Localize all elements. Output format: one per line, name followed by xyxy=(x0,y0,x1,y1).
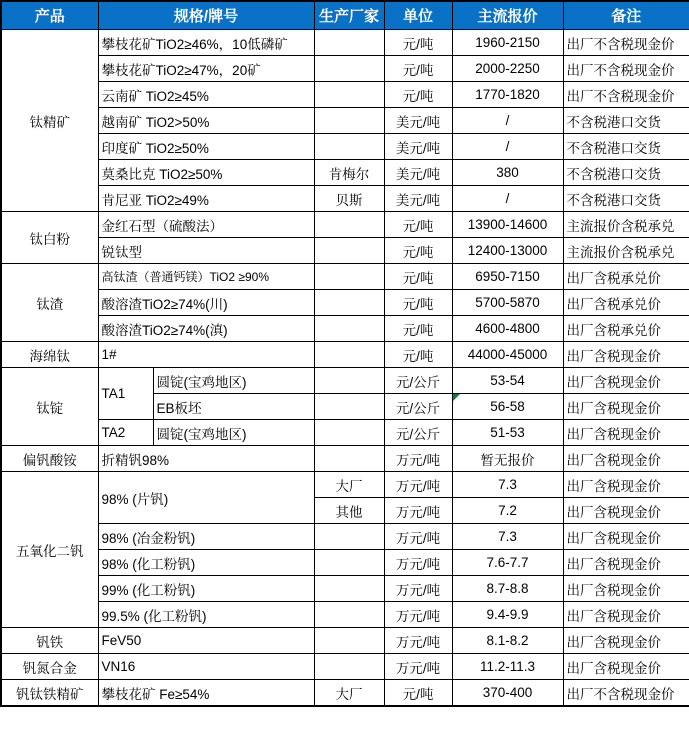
error-indicator-triangle-icon xyxy=(453,394,460,401)
table-row xyxy=(1,368,689,394)
table-cell: 元/吨 xyxy=(384,342,452,368)
table-cell: 出厂含税现金价 xyxy=(563,628,689,654)
table-cell: 出厂含税现金价 xyxy=(563,446,689,472)
table-cell: 贝斯 xyxy=(314,186,384,212)
table-cell: 出厂含税现金价 xyxy=(563,420,689,446)
table-cell: 偏钒酸铵 xyxy=(1,446,98,472)
table-row xyxy=(1,212,689,238)
table-cell xyxy=(314,394,384,420)
table-cell: 肯尼亚 TiO2≥49% xyxy=(98,186,314,212)
table-cell: 1770-1820 xyxy=(452,82,563,108)
table-row xyxy=(1,654,689,680)
table-head xyxy=(1,1,689,30)
table-cell xyxy=(314,212,384,238)
table-cell: 锐钛型 xyxy=(98,238,314,264)
table-cell: 13900-14600 xyxy=(452,212,563,238)
table-row xyxy=(1,550,689,576)
table-row xyxy=(1,264,689,290)
table-cell: 出厂含税现金价 xyxy=(563,368,689,394)
table-cell: 美元/吨 xyxy=(384,108,452,134)
table-cell: 出厂不含税现金价 xyxy=(563,30,689,56)
table-cell: 高钛渣（普通钙镁）TiO2 ≥90% xyxy=(98,264,314,290)
table-cell: 万元/吨 xyxy=(384,550,452,576)
table-row xyxy=(1,56,689,82)
table-cell: 圆锭(宝鸡地区) xyxy=(153,420,314,446)
table-row xyxy=(1,628,689,654)
table-cell: / xyxy=(452,108,563,134)
table-cell: 酸溶渣TiO2≥74%(滇) xyxy=(98,316,314,342)
table-cell xyxy=(314,56,384,82)
table-cell: 5700-5870 xyxy=(452,290,563,316)
table-cell: 7.3 xyxy=(452,524,563,550)
table-cell: 出厂含税现金价 xyxy=(563,394,689,420)
table-cell: 云南矿 TiO2≥45% xyxy=(98,82,314,108)
table-row xyxy=(1,134,689,160)
table-cell: 53-54 xyxy=(452,368,563,394)
table-cell: 不含税港口交货 xyxy=(563,186,689,212)
table-row xyxy=(1,108,689,134)
table-cell: 4600-4800 xyxy=(452,316,563,342)
table-cell xyxy=(314,238,384,264)
table-row xyxy=(1,576,689,602)
table-cell: 大厂 xyxy=(314,680,384,707)
table-cell: 12400-13000 xyxy=(452,238,563,264)
table-cell: 98% (片钒) xyxy=(98,472,314,524)
table-cell: 万元/吨 xyxy=(384,472,452,498)
table-cell: 越南矿 TiO2>50% xyxy=(98,108,314,134)
table-row xyxy=(1,160,689,186)
table-cell xyxy=(314,550,384,576)
table-cell: 万元/吨 xyxy=(384,498,452,524)
table-cell: 元/吨 xyxy=(384,56,452,82)
table-cell xyxy=(314,134,384,160)
table-cell: 出厂含税承兑价 xyxy=(563,264,689,290)
table-row xyxy=(1,30,689,56)
table-cell: 暂无报价 xyxy=(452,446,563,472)
table-cell: 8.7-8.8 xyxy=(452,576,563,602)
table-cell xyxy=(314,368,384,394)
table-cell: 攀枝花矿 Fe≥54% xyxy=(98,680,314,707)
table-cell: 钛渣 xyxy=(1,264,98,342)
table-cell: 出厂不含税现金价 xyxy=(563,82,689,108)
table-cell: 万元/吨 xyxy=(384,628,452,654)
table-row xyxy=(1,472,689,498)
table-cell: 不含税港口交货 xyxy=(563,108,689,134)
table-cell: 印度矿 TiO2≥50% xyxy=(98,134,314,160)
table-cell xyxy=(314,654,384,680)
table-cell: 元/吨 xyxy=(384,316,452,342)
column-header: 生产厂家 xyxy=(314,1,384,30)
header-row xyxy=(1,1,689,30)
table-row xyxy=(1,680,689,707)
table-cell xyxy=(314,30,384,56)
table-cell xyxy=(314,602,384,628)
table-cell: 其他 xyxy=(314,498,384,524)
table-cell: 五氧化二钒 xyxy=(1,472,98,628)
column-header: 备注 xyxy=(563,1,689,30)
table-cell xyxy=(314,446,384,472)
table-cell: 出厂含税现金价 xyxy=(563,498,689,524)
table-row xyxy=(1,524,689,550)
table-cell: 出厂含税现金价 xyxy=(563,576,689,602)
table-cell: 元/吨 xyxy=(384,290,452,316)
column-header: 主流报价 xyxy=(452,1,563,30)
table-cell: 折精钒98% xyxy=(98,446,314,472)
table-row xyxy=(1,446,689,472)
table-cell: 万元/吨 xyxy=(384,576,452,602)
table-cell: 出厂含税现金价 xyxy=(563,550,689,576)
table-body xyxy=(1,30,689,707)
table-row xyxy=(1,316,689,342)
table-cell: VN16 xyxy=(98,654,314,680)
table-cell: 万元/吨 xyxy=(384,446,452,472)
table-cell: 肯梅尔 xyxy=(314,160,384,186)
table-row xyxy=(1,238,689,264)
table-cell: 7.6-7.7 xyxy=(452,550,563,576)
table-row xyxy=(1,186,689,212)
table-cell: 攀枝花矿TiO2≥47%，20矿 xyxy=(98,56,314,82)
table-cell: 钛白粉 xyxy=(1,212,98,264)
table-cell: 元/吨 xyxy=(384,680,452,707)
table-cell: 1960-2150 xyxy=(452,30,563,56)
table-cell: 出厂含税承兑价 xyxy=(563,290,689,316)
table-row xyxy=(1,420,689,446)
table-cell: 钒铁 xyxy=(1,628,98,654)
column-header: 单位 xyxy=(384,1,452,30)
table-cell xyxy=(314,108,384,134)
table-cell: 380 xyxy=(452,160,563,186)
table-cell: 元/吨 xyxy=(384,30,452,56)
table-cell: 出厂含税现金价 xyxy=(563,472,689,498)
table-cell: 莫桑比克 TiO2≥50% xyxy=(98,160,314,186)
table-cell: 万元/吨 xyxy=(384,602,452,628)
table-cell: 圆锭(宝鸡地区) xyxy=(153,368,314,394)
table-cell: 7.2 xyxy=(452,498,563,524)
table-cell: 370-400 xyxy=(452,680,563,707)
table-cell: 44000-45000 xyxy=(452,342,563,368)
table-cell xyxy=(314,628,384,654)
table-cell: 99% (化工粉钒) xyxy=(98,576,314,602)
table-row xyxy=(1,602,689,628)
table-cell: 11.2-11.3 xyxy=(452,654,563,680)
table-cell xyxy=(314,524,384,550)
table-cell xyxy=(314,342,384,368)
table-cell: 钛精矿 xyxy=(1,30,98,212)
table-cell xyxy=(314,420,384,446)
table-cell: 元/吨 xyxy=(384,264,452,290)
table-cell xyxy=(314,264,384,290)
table-row xyxy=(1,342,689,368)
table-cell: 金红石型（硫酸法） xyxy=(98,212,314,238)
table-cell: 元/吨 xyxy=(384,82,452,108)
table-cell: 7.3 xyxy=(452,472,563,498)
table-cell: 主流报价含税承兑 xyxy=(563,238,689,264)
table-cell: 元/吨 xyxy=(384,238,452,264)
table-cell: 出厂含税现金价 xyxy=(563,602,689,628)
column-header: 规格/牌号 xyxy=(98,1,314,30)
table-cell: TA1 xyxy=(98,368,153,420)
table-cell: 8.1-8.2 xyxy=(452,628,563,654)
table-cell: 56-58 xyxy=(452,394,563,420)
table-cell xyxy=(314,576,384,602)
table-cell: 不含税港口交货 xyxy=(563,160,689,186)
table-cell: 钒钛铁精矿 xyxy=(1,680,98,707)
table-row xyxy=(1,290,689,316)
table-cell: 元/公斤 xyxy=(384,394,452,420)
table-cell: / xyxy=(452,186,563,212)
table-cell: 98% (化工粉钒) xyxy=(98,550,314,576)
table-cell: 51-53 xyxy=(452,420,563,446)
table-cell: 海绵钛 xyxy=(1,342,98,368)
table-cell xyxy=(314,82,384,108)
table-cell: 钒氮合金 xyxy=(1,654,98,680)
table-cell: 9.4-9.9 xyxy=(452,602,563,628)
table-cell: 美元/吨 xyxy=(384,160,452,186)
table-cell: 出厂不含税现金价 xyxy=(563,56,689,82)
table-cell xyxy=(314,316,384,342)
table-cell: 出厂含税现金价 xyxy=(563,342,689,368)
table-cell: 酸溶渣TiO2≥74%(川) xyxy=(98,290,314,316)
table-cell: EB板坯 xyxy=(153,394,314,420)
table-cell: 1# xyxy=(98,342,314,368)
table-cell: 攀枝花矿TiO2≥46%，10低磷矿 xyxy=(98,30,314,56)
table-cell: 2000-2250 xyxy=(452,56,563,82)
table-cell: 出厂含税现金价 xyxy=(563,524,689,550)
table-cell: / xyxy=(452,134,563,160)
table-cell: 元/公斤 xyxy=(384,368,452,394)
table-cell: 出厂含税承兑价 xyxy=(563,316,689,342)
table-cell: TA2 xyxy=(98,420,153,446)
table-cell: 美元/吨 xyxy=(384,134,452,160)
table-cell: 98% (冶金粉钒) xyxy=(98,524,314,550)
table-row xyxy=(1,82,689,108)
table-cell: 出厂不含税现金价 xyxy=(563,680,689,707)
table-cell: 出厂含税现金价 xyxy=(563,654,689,680)
table-cell: 不含税港口交货 xyxy=(563,134,689,160)
table-cell: 主流报价含税承兑 xyxy=(563,212,689,238)
table-cell: 大厂 xyxy=(314,472,384,498)
table-cell: 美元/吨 xyxy=(384,186,452,212)
table-cell: 元/公斤 xyxy=(384,420,452,446)
table-cell: FeV50 xyxy=(98,628,314,654)
table-cell: 万元/吨 xyxy=(384,524,452,550)
column-header: 产品 xyxy=(1,1,98,30)
table-cell: 钛锭 xyxy=(1,368,98,446)
table-cell: 元/吨 xyxy=(384,212,452,238)
table-cell: 万元/吨 xyxy=(384,654,452,680)
table-cell: 6950-7150 xyxy=(452,264,563,290)
table-cell: 99.5% (化工粉钒) xyxy=(98,602,314,628)
table-cell xyxy=(314,290,384,316)
